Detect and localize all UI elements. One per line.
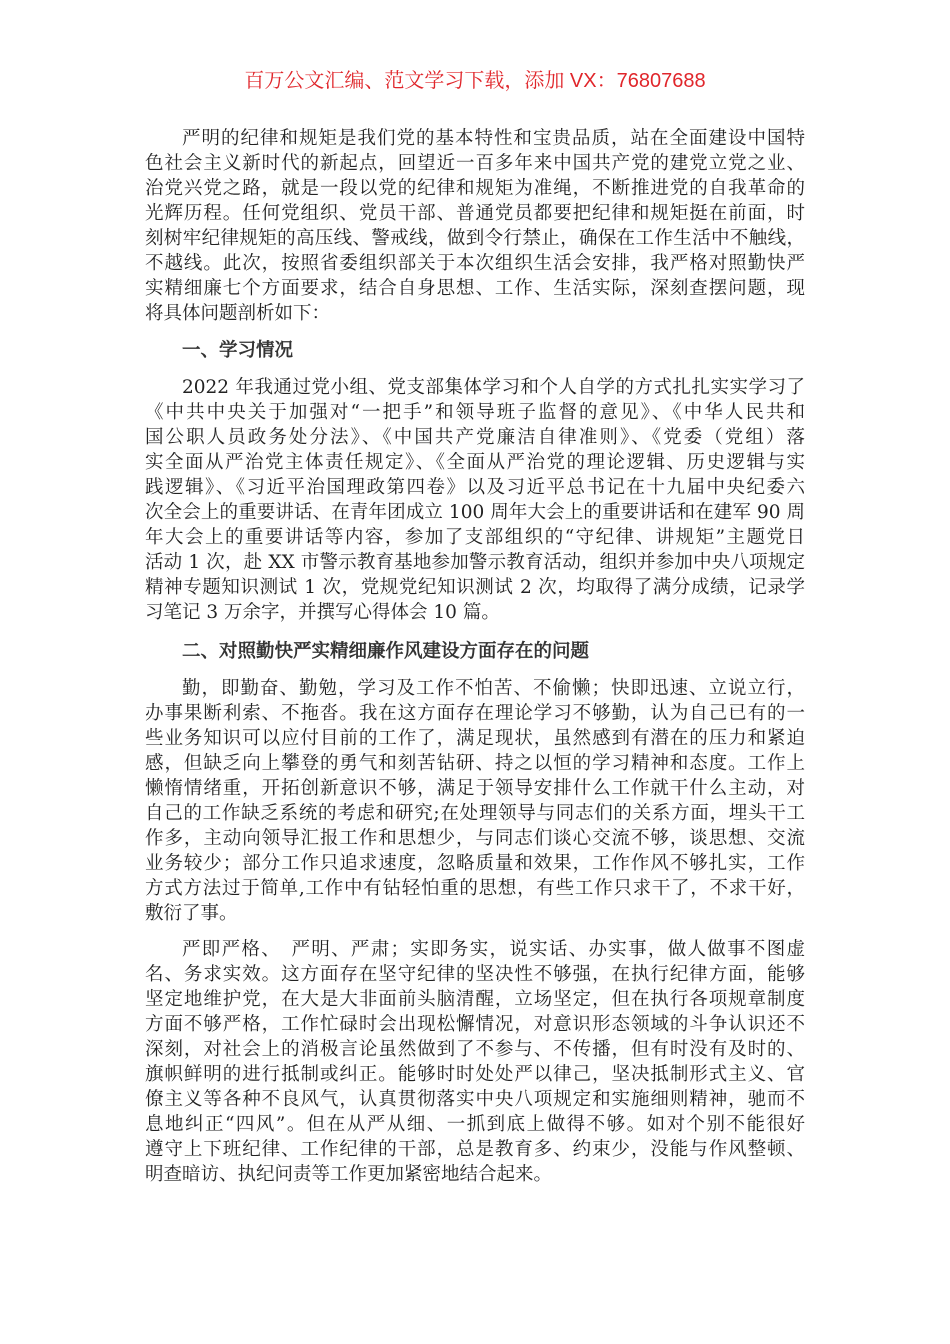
text-line: 色社会主义新时代的新起点，回望近一百多年来中国共产党的建党立党之业、	[145, 153, 805, 174]
text-line: 年大会上的重要讲话等内容，参加了支部组织的“守纪律、讲规矩”主题党日	[145, 527, 805, 548]
text-line: 践逻辑》、《习近平治国理政第四卷》以及习近平总书记在十九届中央纪委六	[145, 477, 805, 498]
text-line: 方式方法过于简单,工作中有钻轻怕重的思想，有些工作只求干了，不求干好，	[145, 878, 805, 899]
section-heading-study: 一、学习情况	[182, 340, 294, 361]
text-line: 感，但缺乏向上攀登的勇气和刻苦钻研、持之以恒的学习精神和态度。工作上	[145, 753, 805, 774]
text-line: 些业务知识可以应付目前的工作了，满足现状，虽然感到有潜在的压力和紧迫	[145, 728, 805, 749]
study-paragraph	[145, 375, 805, 625]
text-line: 国公职人员政务处分法》、《中国共产党廉洁自律准则》、《党委（党组）落	[145, 427, 805, 448]
text-line: 治党兴党之路，就是一段以党的纪律和规矩为准绳，不断推进党的自我革命的	[145, 178, 805, 199]
text-line: 刻树牢纪律规矩的高压线、警戒线，做到令行禁止，确保在工作生活中不触线，	[145, 228, 805, 249]
diligence-paragraph	[145, 676, 805, 926]
text-line: 敷衍了事。	[145, 903, 238, 924]
watermark-banner: 百万公文汇编、范文学习下载，添加 VX：76807688	[244, 70, 706, 92]
text-line: 办事果断利索、不拖沓。我在这方面存在理论学习不够勤，认为自己已有的一	[145, 703, 805, 724]
text-line: 实全面从严治党主体责任规定》、《全面从严治党的理论逻辑、历史逻辑与实	[145, 452, 805, 473]
text-line: 精神专题知识测试 1 次，党规党纪知识测试 2 次，均取得了满分成绩，记录学	[145, 577, 805, 598]
text-line: 息地纠正“四风”。但在从严从细、一抓到底上做得不够。如对个别不能很好	[145, 1114, 805, 1135]
text-line: 自己的工作缺乏系统的考虑和研究;在处理领导与同志们的关系方面，埋头干工	[145, 803, 805, 824]
text-line: 《中共中央关于加强对“一把手”和领导班子监督的意见》、《中华人民共和	[145, 402, 805, 423]
text-line: 旗帜鲜明的进行抵制或纠正。能够时时处处严以律己，坚决抵制形式主义、官	[145, 1064, 805, 1085]
text-line: 明查暗访、执纪问责等工作更加紧密地结合起来。	[145, 1164, 553, 1185]
text-line: 遵守上下班纪律、工作纪律的干部，总是教育多、约束少，没能与作风整顿、	[145, 1139, 805, 1160]
text-line: 不越线。此次，按照省委组织部关于本次组织生活会安排，我严格对照勤快严	[145, 253, 805, 274]
text-line: 深刻，对社会上的消极言论虽然做到了不参与、不传播，但有时没有及时的、	[145, 1039, 805, 1060]
text-line: 光辉历程。任何党组织、党员干部、普通党员都要把纪律和规矩挺在前面，时	[145, 203, 805, 224]
section-heading-problems: 二、对照勤快严实精细廉作风建设方面存在的问题	[182, 641, 590, 662]
text-line: 作多，主动向领导汇报工作和思想少，与同志们谈心交流不够，谈思想、交流	[145, 828, 805, 849]
text-line: 勤，即勤奋、勤勉，学习及工作不怕苦、不偷懒；快即迅速、立说立行，	[182, 678, 805, 699]
text-line: 名、务求实效。这方面存在坚守纪律的坚决性不够强，在执行纪律方面，能够	[145, 964, 805, 985]
text-line: 次全会上的重要讲话、在青年团成立 100 周年大会上的重要讲话和在建军 90 周	[145, 502, 805, 523]
text-line: 实精细廉七个方面要求，结合自身思想、工作、生活实际，深刻查摆问题，现	[145, 278, 805, 299]
text-line: 活动 1 次，赴 XX 市警示教育基地参加警示教育活动，组织并参加中央八项规定	[145, 552, 805, 573]
text-line: 习笔记 3 万余字，并撰写心得体会 10 篇。	[145, 602, 500, 623]
intro-paragraph	[145, 126, 805, 326]
text-line: 严明的纪律和规矩是我们党的基本特性和宝贵品质，站在全面建设中国特	[182, 128, 805, 149]
text-line: 懒惰情绪重，开拓创新意识不够，满足于领导安排什么工作就干什么主动，对	[145, 778, 805, 799]
text-line: 方面不够严格，工作忙碌时会出现松懈情况，对意识形态领域的斗争认识还不	[145, 1014, 805, 1035]
text-line: 2022 年我通过党小组、党支部集体学习和个人自学的方式扎扎实实学习了	[182, 377, 805, 398]
text-line: 将具体问题剖析如下：	[145, 303, 331, 324]
text-line: 坚定地维护党，在大是大非面前头脑清醒，立场坚定，但在执行各项规章制度	[145, 989, 805, 1010]
text-line: 严即严格、 严明、严肃；实即务实，说实话、办实事，做人做事不图虚	[182, 939, 805, 960]
text-line: 僚主义等各种不良风气，认真贯彻落实中央八项规定和实施细则精神，驰而不	[145, 1089, 805, 1110]
text-line: 业务较少；部分工作只追求速度，忽略质量和效果，工作作风不够扎实，工作	[145, 853, 805, 874]
strictness-paragraph	[145, 937, 805, 1187]
